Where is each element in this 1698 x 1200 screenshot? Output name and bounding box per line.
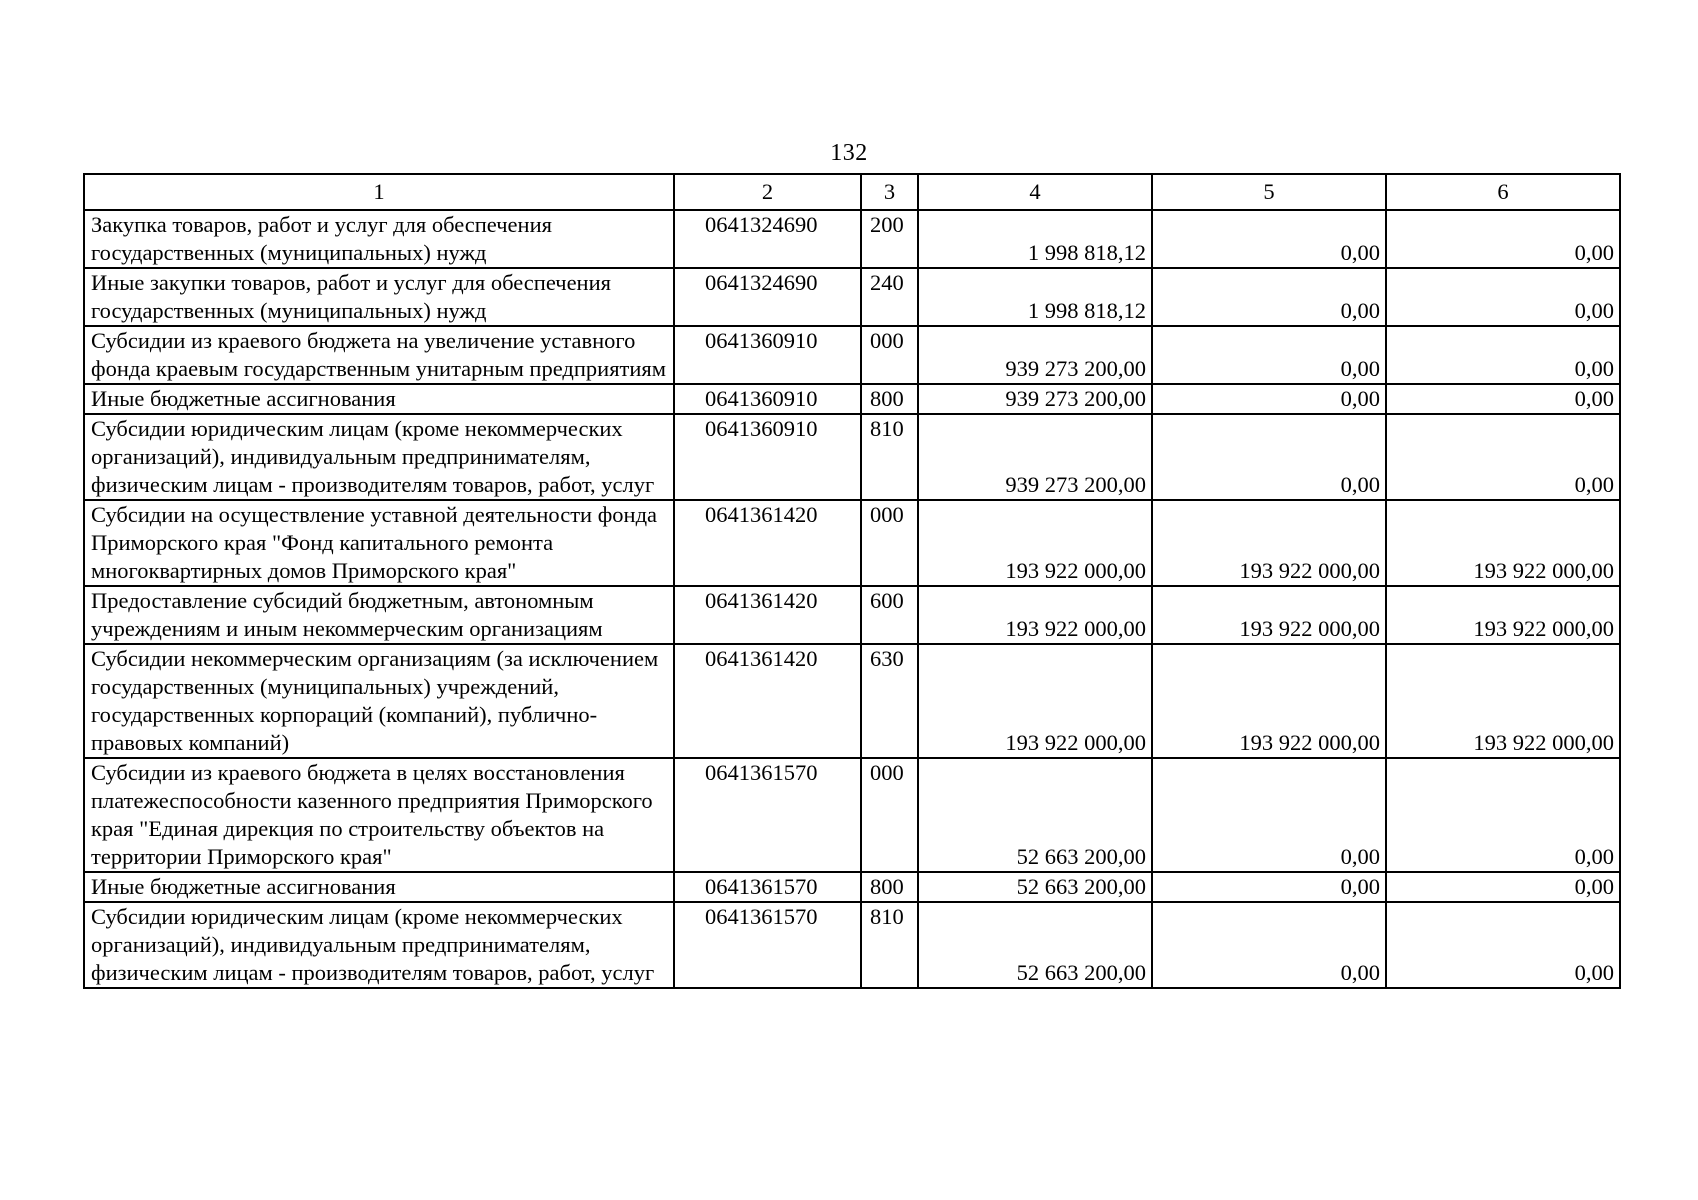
page-number: 132 [830,140,868,166]
target-article-code: 0641360910 [674,326,861,384]
amount-col6: 193 922 000,00 [1386,586,1620,644]
amount-col6: 0,00 [1386,384,1620,414]
amount-col4: 939 273 200,00 [918,414,1152,500]
column-header-4: 4 [918,174,1152,210]
expense-type-code: 200 [861,210,918,268]
amount-col5: 193 922 000,00 [1152,644,1386,758]
item-name: Субсидии на осуществление уставной деятельности фонда Приморского края "Фонд капитального ремонта многоквартирных домов Приморского края" [84,500,674,586]
amount-col4: 52 663 200,00 [918,758,1152,872]
target-article-code: 0641361420 [674,644,861,758]
expense-type-code: 000 [861,758,918,872]
amount-col4: 939 273 200,00 [918,384,1152,414]
amount-col5: 193 922 000,00 [1152,586,1386,644]
item-name: Иные закупки товаров, работ и услуг для обеспечения государственных (муниципальных) нужд [84,268,674,326]
table-row [84,644,1620,758]
expense-type-code: 810 [861,902,918,988]
target-article-code: 0641324690 [674,210,861,268]
table-row [84,326,1620,384]
item-name: Субсидии некоммерческим организациям (за исключением государственных (муниципальных) учреждений, государственных корпораций (компаний), публично-правовых компаний) [84,644,674,758]
target-article-code: 0641361570 [674,902,861,988]
target-article-code: 0641361570 [674,758,861,872]
amount-col4: 939 273 200,00 [918,326,1152,384]
column-header-5: 5 [1152,174,1386,210]
amount-col5: 193 922 000,00 [1152,500,1386,586]
amount-col6: 0,00 [1386,210,1620,268]
amount-col4: 52 663 200,00 [918,872,1152,902]
expense-type-code: 240 [861,268,918,326]
amount-col4: 193 922 000,00 [918,500,1152,586]
expense-type-code: 000 [861,326,918,384]
table-row [84,902,1620,988]
column-header-2: 2 [674,174,861,210]
amount-col4: 193 922 000,00 [918,644,1152,758]
item-name: Субсидии из краевого бюджета на увеличение уставного фонда краевым государственным унитарным предприятиям [84,326,674,384]
item-name: Иные бюджетные ассигнования [84,872,674,902]
expense-type-code: 630 [861,644,918,758]
table-row [84,268,1620,326]
amount-col5: 0,00 [1152,326,1386,384]
amount-col4: 1 998 818,12 [918,210,1152,268]
table-row [84,500,1620,586]
amount-col6: 0,00 [1386,902,1620,988]
target-article-code: 0641360910 [674,384,861,414]
expense-type-code: 800 [861,872,918,902]
item-name: Субсидии из краевого бюджета в целях восстановления платежеспособности казенного предприятия Приморского края "Единая дирекция по строительству объектов на территории Приморского края" [84,758,674,872]
item-name: Предоставление субсидий бюджетным, автономным учреждениям и иным некоммерческим организациям [84,586,674,644]
amount-col5: 0,00 [1152,414,1386,500]
amount-col6: 0,00 [1386,268,1620,326]
table-row [84,210,1620,268]
table-row [84,384,1620,414]
table-row [84,872,1620,902]
column-header-1: 1 [84,174,674,210]
table-row [84,414,1620,500]
target-article-code: 0641324690 [674,268,861,326]
header-row [84,174,1620,210]
budget-table [83,173,1621,989]
amount-col4: 1 998 818,12 [918,268,1152,326]
amount-col5: 0,00 [1152,872,1386,902]
target-article-code: 0641361570 [674,872,861,902]
item-name: Субсидии юридическим лицам (кроме некоммерческих организаций), индивидуальным предпринимателям, физическим лицам - производителям товаров, работ, услуг [84,414,674,500]
item-name: Закупка товаров, работ и услуг для обеспечения государственных (муниципальных) нужд [84,210,674,268]
column-header-6: 6 [1386,174,1620,210]
item-name: Иные бюджетные ассигнования [84,384,674,414]
item-name: Субсидии юридическим лицам (кроме некоммерческих организаций), индивидуальным предпринимателям, физическим лицам - производителям товаров, работ, услуг [84,902,674,988]
amount-col6: 0,00 [1386,872,1620,902]
table-row [84,586,1620,644]
table-row [84,758,1620,872]
amount-col4: 52 663 200,00 [918,902,1152,988]
amount-col5: 0,00 [1152,902,1386,988]
amount-col4: 193 922 000,00 [918,586,1152,644]
expense-type-code: 800 [861,384,918,414]
amount-col6: 0,00 [1386,758,1620,872]
target-article-code: 0641361420 [674,500,861,586]
target-article-code: 0641361420 [674,586,861,644]
amount-col6: 193 922 000,00 [1386,500,1620,586]
target-article-code: 0641360910 [674,414,861,500]
amount-col5: 0,00 [1152,268,1386,326]
amount-col5: 0,00 [1152,210,1386,268]
amount-col6: 0,00 [1386,326,1620,384]
amount-col5: 0,00 [1152,758,1386,872]
amount-col6: 0,00 [1386,414,1620,500]
expense-type-code: 000 [861,500,918,586]
expense-type-code: 810 [861,414,918,500]
column-header-3: 3 [861,174,918,210]
amount-col5: 0,00 [1152,384,1386,414]
expense-type-code: 600 [861,586,918,644]
amount-col6: 193 922 000,00 [1386,644,1620,758]
